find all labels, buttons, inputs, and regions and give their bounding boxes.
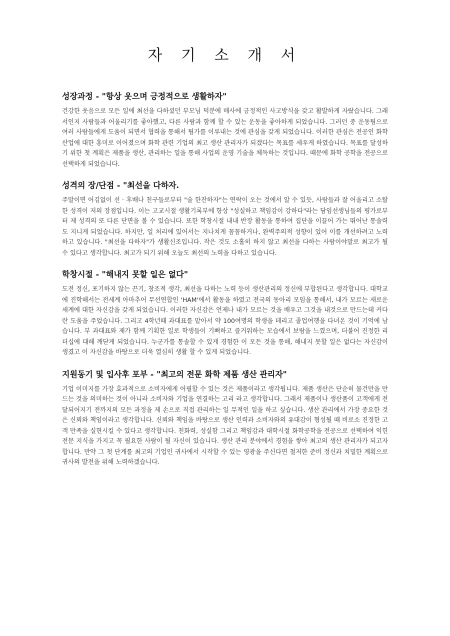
- document-title: 자 기 소 개 서: [147, 46, 303, 64]
- section-personality: [62, 180, 388, 259]
- section-school-days: [62, 269, 388, 359]
- section-body: 도전 정신, 포기하지 않는 끈기, 창조적 생각, 최선을 다하는 노력 등이 생산관리의 정신에 부합된다고 생각합니다. 대학교에 진학해서는 전세계 아마추어 무선연합인 'HAM'에서 활동을 하였고 전국의 동아리 모임을 통해서, 내가 모르는 새로운 세계에 대한 자신감을 갖게 되었습니다. 이러한 자신감은 언제나 내가 모르는 것을 배우고 그것을 내것으로 만드는데 커다란 도움을 주었습니다. 그리고 4학년때 과대표를 맡아서 약 100여명의 학생을 데리고 졸업여행을 다녀온 것이 기억에 남습니다. 부 과대표와 제가 함께 기획한 일로 학생들이 기뻐하고 즐거워하는 모습에서 보람을 느꼈으며, 더불어 진정한 리더십에 대해 깨닫게 되었습니다. 누군가를 통솔할 수 있게 경험한 이 모든 것을 통해, 해내지 못할 일은 없다는 자신감이 생겼고 이 자신감을 바탕으로 더욱 열심히 생활 할 수 있게 되었습니다.: [62, 286, 388, 356]
- section-body: 기업 이미지를 가장 효과적으로 소비자에게 어필할 수 있는 것은 제품이라고 생각됩니다. 제품 생산은 단순히 물건만을 만드는 것을 의미하는 것이 아니라 소비자와 기업을 연결하는 고리 라고 생각합니다. 그래서 제품이나 생산품이 고객에게 전달되어지기 전까지의 모든 과정을 제 손으로 직접 관리하는 일 무적인 일을 하고 싶습니다. 생산 관리에서 가장 중요한 것은 신뢰와 책임이라고 생각합니다. 신뢰와 책임을 바탕으로 생산 인력과 소비자와의 유대감이 형성될 때 비로소 진정한 고객 만족을 실현시킬 수 있다고 생각합니다. 친화력, 성실함 그리고 책임감과 대학시절 화학공학을 전공으로 선택하여 익힌 전문 지식을 가지고 꼭 필요한 사람이 될 자신이 있습니다. 생산 관리 분야에서 경험을 쌓아 최고의 생산 관리자가 되고자 합니다. 만약 그 첫 단계를 최고의 기업인 귀사에서 시작할 수 있는 영광을 주신다면 철저한 준비 정신과 치밀한 계획으로 귀사의 발전을 위해 노력하겠습니다.: [62, 385, 388, 466]
- section-growth: [62, 91, 388, 170]
- section-motivation: [62, 369, 388, 469]
- section-heading: 성장과정 - "항상 웃으며 긍정적으로 생활하자": [62, 91, 227, 101]
- section-body: 건강한 웃음으로 모든 일에 최선을 다하셨던 부모님 덕분에 매사에 긍정적인 사고방식을 갖고 활발하게 자랐습니다. 그래서인지 사람들과 어울리기를 좋아했고, 다른 사람과 함께 할 수 있는 운동을 좋아하게 되었습니다. 그러던 중 운동팀으로 여러 사람들에게 도움이 되면서 협력을 통해서 팀가를 이루내는 것에 관심을 갖게 되었습니다. 이러한 관심은 전공인 화학 산업에 대한 흥미로 이어졌으며 화학 관련 기업의 최고 생산 관리자가 되겠다는 목표를 세우게 하였습니다. 목표를 달성하기 위한 첫 계획은 제품을 생산, 관리하는 일을 통해 사업의 운영 기술을 체득하는 것입니다. 때문에 화학 공학을 전공으로 선택하게 되었습니다.: [62, 108, 388, 168]
- section-body: 주말이면 어김없이 선 · 후배나 친구들로부터 "술 한잔하자"는 연락이 오는 것에서 알 수 있듯, 사람들과 잘 어울리고 소탈한 성격이 저의 장점입니다. 이는 고교시절 생활기록부에 항상 "성실하고 책임감이 강하다"라는 담임선생님들의 평가로부터 제 성격의 또 다른 단면을 볼 수 있습니다. 또한 학창시절 내내 반장 활동을 통하여 집단을 이끌어 가는 뛰어난 통솔력도 지니게 되었습니다. 하지만, 일 처리에 있어서는 지나치게 꼼꼼하거나, 완벽주의적 성향이 있어 이를 개선하려고 노력하고 있습니다. "최선을 다하자"가 생활신조입니다. 작은 것도 소홀히 하지 않고 최선을 다하는 사람이야말로 최고가 될 수 있다고 생각합니다. 최고가 되기 위해 오늘도 최선의 노력을 다하고 있습니다.: [62, 197, 388, 257]
- section-heading: 학창시절 - "해내지 못할 일은 없다": [62, 269, 189, 279]
- section-heading: 지원동기 및 입사후 포부 - "최고의 전문 화학 제품 생산 관리자": [62, 368, 287, 379]
- section-heading: 성격의 장/단점 - "최선을 다하자.: [62, 180, 180, 190]
